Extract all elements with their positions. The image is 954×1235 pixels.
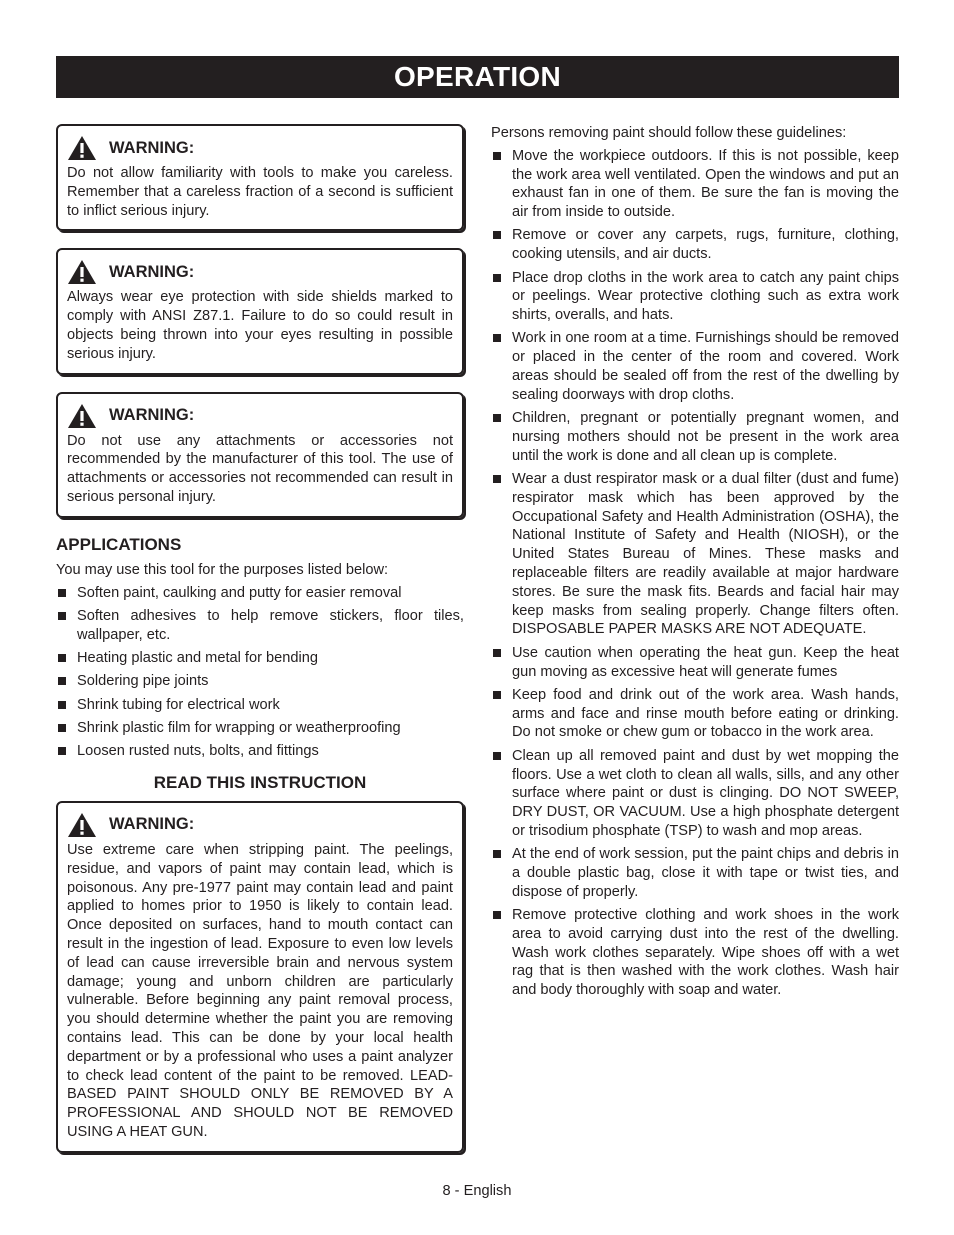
warning-box-familiarity [56, 124, 464, 231]
bullet-square-icon [58, 677, 66, 685]
list-item: Place drop cloths in the work area to catch any paint chips or peelings. Wear protective clothing such as extra work shirts, overalls, and hats. [491, 269, 899, 325]
warning-box-attachments [56, 392, 464, 518]
list-item: Keep food and drink out of the work area. Wash hands, arms and face and rinse mouth before eating or drinking. Do not smoke or chew gum or tobacco in the work area. [491, 686, 899, 742]
bullet-square-icon [58, 589, 66, 597]
list-item: At the end of work session, put the paint chips and debris in a double plastic bag, close it with tape or twist ties, and dispose of properly. [491, 845, 899, 901]
bullet-square-icon [58, 701, 66, 709]
warning-text: Do not use any attachments or accessories not recommended by the manufacturer of this tool. The use of attachments or accessories not recommended can result in serious personal injury. [67, 432, 453, 505]
section-header [56, 56, 899, 98]
right-column [491, 124, 899, 1005]
bullet-square-icon [493, 334, 501, 342]
list-item: Heating plastic and metal for bending [56, 649, 464, 668]
page-number: 8 - English [442, 1183, 512, 1199]
bullet-square-icon [58, 654, 66, 662]
list-item: Loosen rusted nuts, bolts, and fittings [56, 742, 464, 761]
bullet-square-icon [58, 612, 66, 620]
list-item: Soften paint, caulking and putty for easier removal [56, 584, 464, 603]
list-item: Work in one room at a time. Furnishings should be removed or placed in the center of the room and covered. Work areas should be sealed off from the rest of the dwelling by sealing doorways with drop cloths. [491, 329, 899, 404]
list-item: Soldering pipe joints [56, 672, 464, 691]
warning-text: Always wear eye protection with side shields marked to comply with ANSI Z87.1. Failure to do so could result in objects being thrown into your eyes resulting in possible serious injury. [67, 289, 453, 362]
warning-title: WARNING: [109, 138, 195, 157]
bullet-square-icon [58, 747, 66, 755]
warning-title: WARNING: [109, 262, 195, 281]
list-item: Use caution when operating the heat gun. Keep the heat gun moving as excessive heat will generate fumes [491, 644, 899, 682]
applications-heading: APPLICATIONS [56, 534, 182, 554]
warning-text: Use extreme care when stripping paint. The peelings, residue, and vapors of paint may contain lead, which is poisonous. Any pre-1977 paint may contain lead and paint applied to homes prior to 1950 is likely to contain lead. Once deposited on surfaces, hand to mouth contact can result in the ingestion of lead. Exposure to even low levels of lead can cause irreversible brain and nervous system damage; young and unborn children are particularly vulnerable. Before beginning any paint removal process, you should determine whether the paint you are removing contains lead. This can be done by your local health department or by a professional who uses a paint analyzer to check lead content of the paint to be removed. LEAD-BASED PAINT SHOULD ONLY BE REMOVED BY A PROFESSIONAL AND SHOULD NOT BE REMOVED USING A HEAT GUN. [67, 841, 453, 1140]
warning-triangle-icon [67, 812, 97, 838]
warning-title: WARNING: [109, 815, 195, 834]
bullet-square-icon [493, 231, 501, 239]
warning-box-lead-paint [56, 801, 464, 1153]
applications-intro: You may use this tool for the purposes listed below: [56, 561, 389, 578]
page-footer [0, 1183, 954, 1199]
bullet-square-icon [493, 850, 501, 858]
list-item: Remove or cover any carpets, rugs, furniture, clothing, cooking utensils, and air ducts. [491, 226, 899, 264]
bullet-square-icon [493, 691, 501, 699]
warning-triangle-icon [67, 403, 97, 429]
list-item: Shrink plastic film for wrapping or weatherproofing [56, 719, 464, 738]
bullet-square-icon [58, 724, 66, 732]
bullet-square-icon [493, 752, 501, 760]
guidelines-intro: Persons removing paint should follow these guidelines: [491, 125, 847, 141]
list-item: Wear a dust respirator mask or a dual filter (dust and fume) respirator mask which has been approved by the Occupational Safety and Health Administration (OSHA), the National Institute of Safety and Health (NIOSH), or the United States Bureau of Mines. These masks and replaceable filters are readily available at major hardware stores. Be sure the mask fits. Beards and facial hair may keep masks from sealing properly. Change filters often. DISPOSABLE PAPER MASKS ARE NOT ADEQUATE. [491, 470, 899, 639]
bullet-square-icon [493, 475, 501, 483]
guidelines-list [491, 147, 899, 1000]
list-item: Remove protective clothing and work shoes in the work area to avoid carrying dust into the rest of the dwelling. Wash work clothes separately. Wipe shoes off with a wet rag that is then washed with the work clothes. Wash hair and body thoroughly with soap and water. [491, 906, 899, 1000]
page-title: OPERATION [393, 61, 562, 92]
list-item: Move the workpiece outdoors. If this is not possible, keep the work area well ventilated. Open the windows and put an exhaust fan in one of them. Be sure the fan is moving the air from inside to outside. [491, 147, 899, 222]
warning-text: Do not allow familiarity with tools to make you careless. Remember that a careless fraction of a second is sufficient to inflict serious injury. [67, 165, 453, 219]
applications-list [56, 584, 464, 761]
bullet-square-icon [493, 152, 501, 160]
list-item: Clean up all removed paint and dust by wet mopping the floors. Use a wet cloth to clean all walls, sills, and any other surface where paint or dust is clinging. DO NOT SWEEP, DRY DUST, OR VACUUM. Use a high phosphate detergent or trisodium phosphate (TSP) to wash and mop areas. [491, 747, 899, 841]
list-item: Children, pregnant or potentially pregnant women, and nursing mothers should not be present in the work area until the work is done and all clean up is complete. [491, 409, 899, 465]
warning-triangle-icon [67, 135, 97, 161]
bullet-square-icon [493, 274, 501, 282]
warning-title: WARNING: [109, 406, 195, 425]
read-instruction-heading: READ THIS INSTRUCTION [153, 772, 367, 792]
list-item: Soften adhesives to help remove stickers, floor tiles, wallpaper, etc. [56, 607, 464, 645]
left-column [56, 124, 464, 1170]
warning-box-eye-protection [56, 248, 464, 374]
list-item: Shrink tubing for electrical work [56, 696, 464, 715]
bullet-square-icon [493, 649, 501, 657]
bullet-square-icon [493, 414, 501, 422]
warning-triangle-icon [67, 259, 97, 285]
bullet-square-icon [493, 911, 501, 919]
